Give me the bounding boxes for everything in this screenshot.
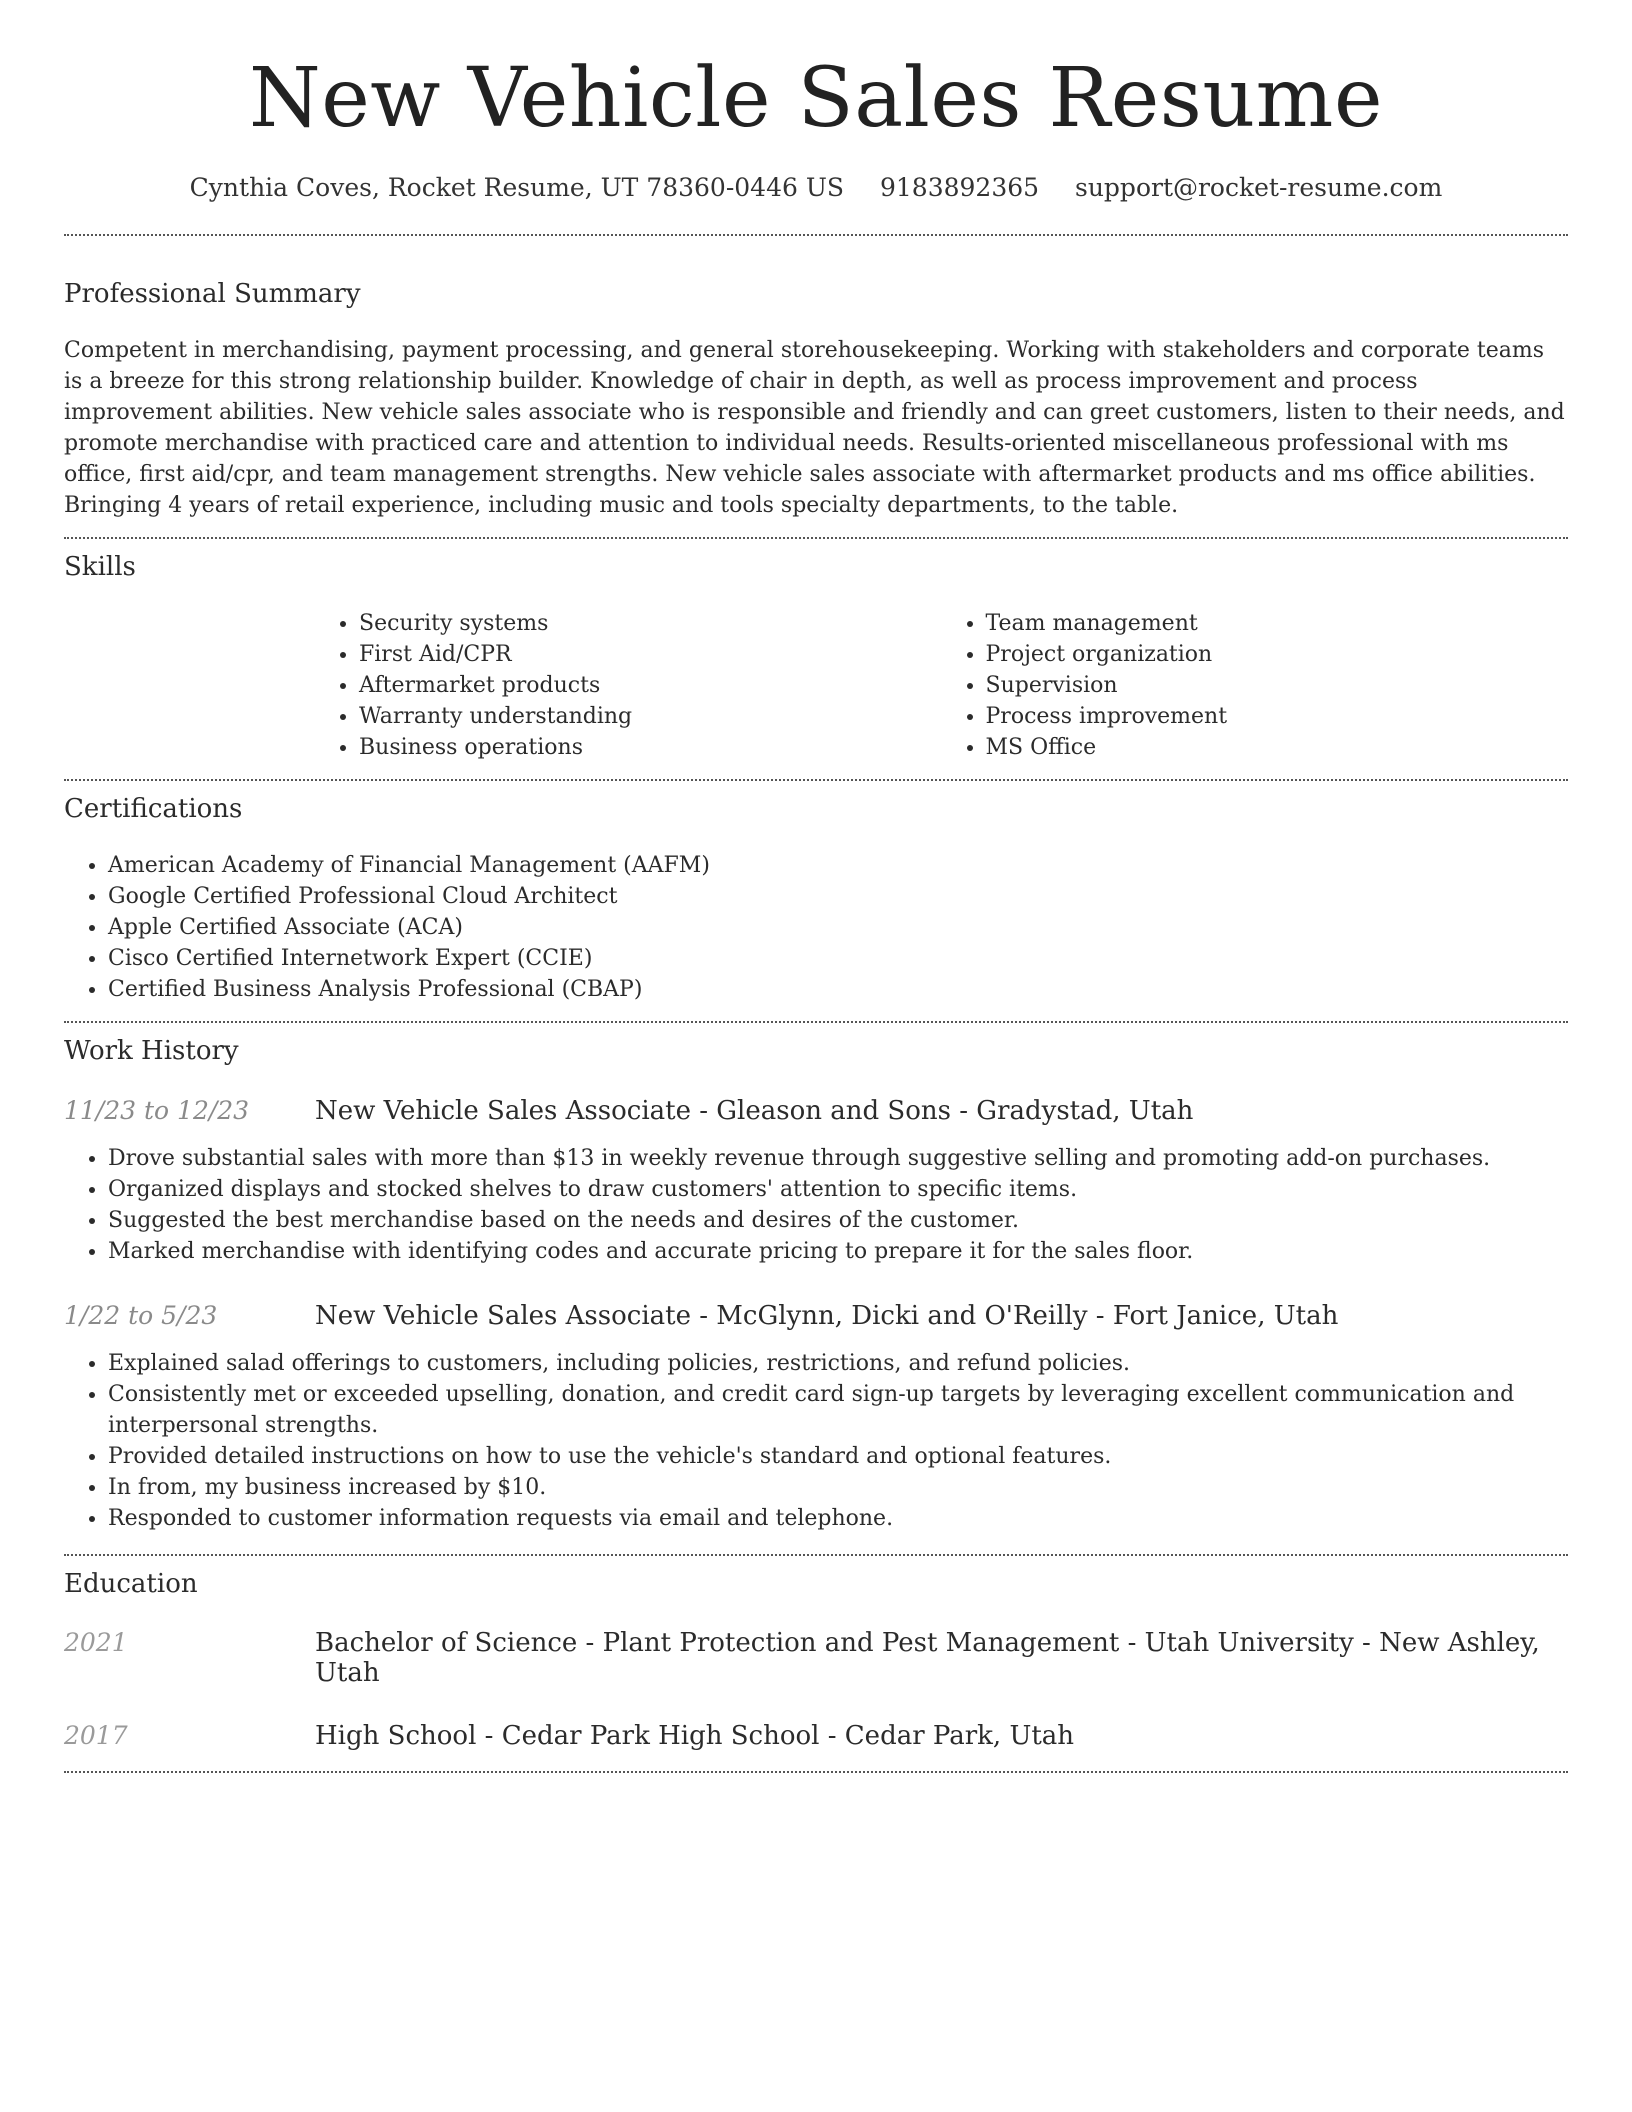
list-item: • Organized displays and stocked shelves to draw customers' attention to specific items. bbox=[108, 1174, 1568, 1205]
list-item: • Aftermarket products bbox=[359, 670, 942, 701]
education-entry bbox=[64, 1721, 1568, 1751]
skills-columns bbox=[315, 608, 1568, 763]
job-header bbox=[64, 1096, 1568, 1126]
job-heading: New Vehicle Sales Associate - Gleason and Sons - Gradystad, Utah bbox=[315, 1095, 1194, 1126]
list-item: • Drove substantial sales with more than $13 in weekly revenue through suggestive selling and promoting add-on purchases. bbox=[108, 1143, 1568, 1174]
education-text: High School - Cedar Park High School - Cedar Park, Utah bbox=[315, 1721, 1075, 1752]
job-bullets bbox=[64, 1143, 1568, 1267]
list-item: • Business operations bbox=[359, 732, 942, 763]
education-year: 2017 bbox=[64, 1721, 128, 1751]
certifications-list bbox=[64, 850, 1568, 1005]
contact-address: Cynthia Coves, Rocket Resume, UT 78360-0446 US bbox=[189, 173, 845, 203]
skills-list-right bbox=[942, 608, 1569, 763]
education-text: Bachelor of Science - Plant Protection and Pest Management - Utah University - New Ashley, Utah bbox=[315, 1628, 1540, 1689]
job-bullets bbox=[64, 1348, 1568, 1534]
work-heading: Work History bbox=[64, 1035, 239, 1066]
list-item: • Supervision bbox=[986, 670, 1569, 701]
list-item: • Warranty understanding bbox=[359, 701, 942, 732]
list-item: • Provided detailed instructions on how to use the vehicle's standard and optional features. bbox=[108, 1441, 1568, 1472]
list-item: • Project organization bbox=[986, 639, 1569, 670]
list-item: • In from, my business increased by $10. bbox=[108, 1472, 1568, 1503]
job-entry bbox=[64, 1301, 1568, 1534]
education-section bbox=[64, 1556, 1568, 1752]
education-year: 2021 bbox=[64, 1628, 128, 1658]
certifications-heading: Certifications bbox=[64, 793, 243, 824]
job-header bbox=[64, 1301, 1568, 1331]
list-item: • Marked merchandise with identifying codes and accurate pricing to prepare it for the sales floor. bbox=[108, 1236, 1568, 1267]
list-item: • American Academy of Financial Management (AAFM) bbox=[108, 850, 1568, 881]
job-dates: 1/22 to 5/23 bbox=[64, 1300, 218, 1330]
list-item: • Certified Business Analysis Professional (CBAP) bbox=[108, 974, 1568, 1005]
skills-heading: Skills bbox=[64, 552, 136, 583]
list-item: • Cisco Certified Internetwork Expert (CCIE) bbox=[108, 943, 1568, 974]
list-item: • MS Office bbox=[986, 732, 1569, 763]
resume-title: New Vehicle Sales Resume bbox=[249, 51, 1383, 146]
list-item: • Responded to customer information requests via email and telephone. bbox=[108, 1503, 1568, 1534]
list-item: • Google Certified Professional Cloud Architect bbox=[108, 881, 1568, 912]
divider bbox=[64, 1771, 1568, 1773]
job-dates: 11/23 to 12/23 bbox=[64, 1095, 250, 1125]
list-item: • Security systems bbox=[359, 608, 942, 639]
education-heading: Education bbox=[64, 1568, 198, 1599]
summary-section bbox=[64, 236, 1568, 521]
list-item: • Team management bbox=[986, 608, 1569, 639]
skills-list-left bbox=[315, 608, 942, 763]
skills-section bbox=[64, 539, 1568, 763]
summary-text: Competent in merchandising, payment processing, and general storehousekeeping. Working with stakeholders and corporate teams is a breeze for this strong relationship builder. Knowledge of chair in depth, as well as process improvement and process improvement abilities. New vehicle sales associate who is responsible and friendly and can greet customers, listen to their needs, and promote merchandise with practiced care and attention to individual needs. Results-oriented miscellaneous professional with ms office, first aid/cpr, and team management strengths. New vehicle sales associate with aftermarket products and ms office abilities. Bringing 4 years of retail experience, including music and tools specialty departments, to the table. bbox=[64, 338, 1565, 519]
job-heading: New Vehicle Sales Associate - McGlynn, Dicki and O'Reilly - Fort Janice, Utah bbox=[315, 1300, 1339, 1331]
list-item: • First Aid/CPR bbox=[359, 639, 942, 670]
list-item: • Consistently met or exceeded upselling, donation, and credit card sign-up targets by leveraging excellent communication and interpersonal strengths. bbox=[108, 1379, 1568, 1441]
contact-email: support@rocket-resume.com bbox=[1075, 173, 1443, 203]
certifications-section bbox=[64, 781, 1568, 1005]
job-entry bbox=[64, 1096, 1568, 1267]
contact-phone: 9183892365 bbox=[879, 173, 1040, 203]
list-item: • Suggested the best merchandise based on the needs and desires of the customer. bbox=[108, 1205, 1568, 1236]
work-section bbox=[64, 1023, 1568, 1534]
contact-line bbox=[64, 170, 1568, 205]
summary-heading: Professional Summary bbox=[64, 279, 361, 310]
list-item: • Explained salad offerings to customers, including policies, restrictions, and refund policies. bbox=[108, 1348, 1568, 1379]
list-item: • Apple Certified Associate (ACA) bbox=[108, 912, 1568, 943]
education-entry bbox=[64, 1628, 1568, 1688]
list-item: • Process improvement bbox=[986, 701, 1569, 732]
